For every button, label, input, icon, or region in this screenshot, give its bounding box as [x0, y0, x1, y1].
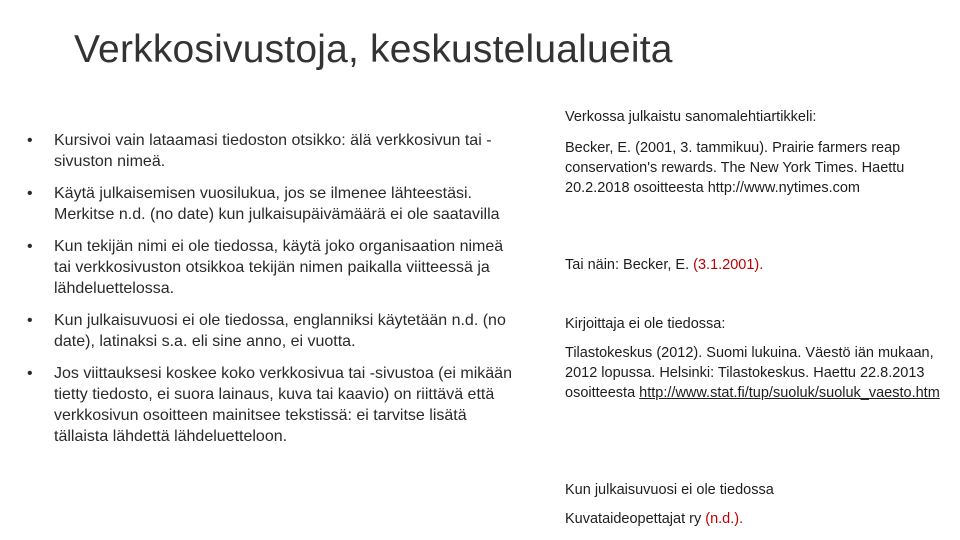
bullet-text: Kursivoi vain lataamasi tiedoston otsikko: älä verkkosivun tai -sivuston nimeä.	[54, 132, 492, 170]
heading-no-year: Kun julkaisuvuosi ei ole tiedossa	[565, 482, 774, 498]
ref3-prefix: Kuvataideopettajat ry	[565, 511, 706, 527]
bullet-text: Kun julkaisuvuosi ei ole tiedossa, englanniksi käytetään n.d. (no date), latinaksi s.a. eli sine anno, ei vuotta.	[54, 312, 506, 350]
bullet-no-date	[27, 310, 517, 352]
bullet-whole-site	[27, 363, 517, 447]
reference-tilastokeskus	[565, 343, 940, 403]
reference-alternative	[565, 255, 940, 275]
bullet-dot-icon: •	[27, 132, 33, 149]
bullet-dot-icon: •	[27, 365, 33, 382]
bullet-year	[27, 183, 517, 225]
reference-becker: Becker, E. (2001, 3. tammikuu). Prairie farmers reap conservation's rewards. The New York Times. Haettu 20.2.2018 osoitteesta http://www.nytimes.com	[565, 140, 905, 196]
tilastokeskus-link[interactable]: http://www.stat.fi/tup/suoluk/suoluk_vaesto.htm	[639, 385, 940, 401]
alt-date-highlight: (3.1.2001).	[693, 257, 764, 273]
bullet-dot-icon: •	[27, 185, 33, 202]
guideline-list	[27, 130, 517, 458]
heading-unknown-author: Kirjoittaja ei ole tiedossa:	[565, 316, 726, 332]
bullet-dot-icon: •	[27, 312, 33, 329]
reference-kuvataideopettajat	[565, 509, 940, 529]
bullet-text: Käytä julkaisemisen vuosilukua, jos se ilmenee lähteestäsi. Merkitse n.d. (no date) kun julkaisupäivämäärä ei ole saatavilla	[54, 185, 500, 223]
bullet-italics	[27, 130, 517, 172]
alt-prefix: Tai näin: Becker, E.	[565, 257, 694, 273]
reference-tilastokeskus-text: Tilastokeskus (2012). Suomi lukuina. Väestö iän mukaan, 2012 lopussa. Helsinki: Tilastokeskus. Haettu 22.8.2013 osoitteesta	[565, 345, 934, 401]
ref3-nd-highlight: (n.d.).	[705, 511, 744, 527]
slide-title: Verkkosivustoja, keskustelualueita	[74, 28, 673, 71]
bullet-text: Jos viittauksesi koskee koko verkkosivua tai -sivustoa (ei mikään tietty tiedosto, ei suora lainaus, kuva tai kaavio) on riittävä että verkkosivun osoitteen mainitsee tekstissä: ei tarvitse lisätä tällaista lähdettä lähdeluetteloon.	[54, 365, 512, 445]
heading-newspaper-article: Verkossa julkaistu sanomalehtiartikkeli:	[565, 109, 817, 125]
bullet-dot-icon: •	[27, 238, 33, 255]
bullet-author	[27, 236, 517, 299]
bullet-text: Kun tekijän nimi ei ole tiedossa, käytä joko organisaation nimeä tai verkkosivuston otsikkoa tekijän nimen paikalla viitteessä ja lähdeluettelossa.	[54, 238, 504, 297]
